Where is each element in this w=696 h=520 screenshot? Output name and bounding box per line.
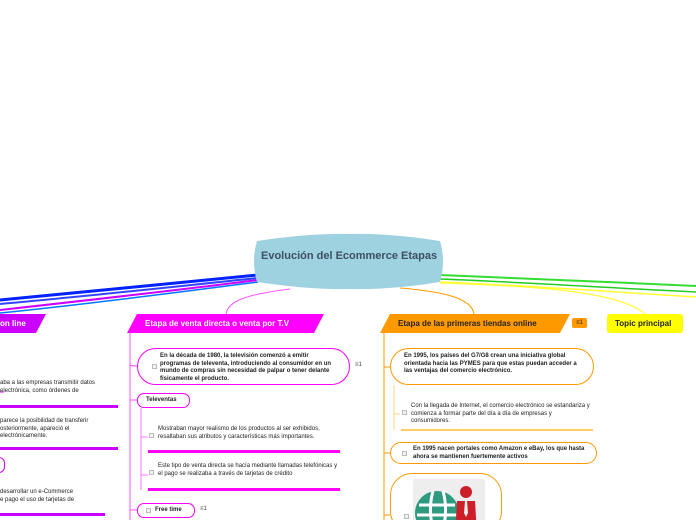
internet-underline (401, 429, 593, 431)
central-topic[interactable] (251, 233, 446, 290)
tv-detail-2-underline (148, 488, 340, 491)
note-icon (149, 433, 154, 438)
branch-first-stores-label: Etapa de las primeras tiendas online (398, 319, 537, 328)
tv-intro-text: En la década de 1980, la televisión comenzó a emitir programas de televenta, introduciendo al consumidor en un mundo de compras sin necesidad de palpar o tener delante fisicamente el producto. (160, 353, 332, 382)
first-stores-badge-count: 1 (579, 320, 583, 326)
tv-detail-1-text: Mostraban mayor realismo de los productos al ser exhibidos, resaltaban sus atributos y características más importantes. (158, 426, 320, 440)
left-node-2-line-2: osteriormente, apareció el (0, 425, 70, 432)
list-icon: ≡ (576, 320, 580, 326)
branch-topic-principal-label: Topic principal (615, 319, 672, 328)
televentas-label: Televentas (146, 397, 177, 403)
left-node-1-line-1: aba a las empresas transmitir datos (0, 380, 96, 386)
tv-intro-count: 1 (358, 362, 362, 368)
note-icon (402, 410, 407, 415)
left-node-3-line-2: e pago el uso de tarjetas de (0, 496, 75, 503)
left-node-1-underline (0, 405, 118, 408)
left-node-2-line-3: electrónicamente. (0, 433, 48, 439)
free-time-counter[interactable] (200, 506, 207, 512)
left-node-2-underline (0, 447, 118, 450)
branch-online[interactable] (0, 314, 46, 333)
note-icon (402, 451, 407, 456)
central-topic-title: Evolución del Ecommerce Etapas (261, 250, 438, 262)
left-node-3-underline (0, 513, 105, 516)
portals-node[interactable] (390, 442, 597, 464)
list-icon: ≡ (200, 506, 204, 512)
g7-node[interactable] (390, 348, 594, 385)
left-node-1[interactable] (0, 380, 115, 395)
globe-person-icon (413, 479, 485, 520)
image-node[interactable] (390, 473, 502, 520)
note-icon (149, 470, 154, 475)
ecommerce-illustration (413, 479, 485, 520)
tv-intro-node[interactable] (137, 348, 350, 385)
note-icon (152, 364, 157, 369)
free-time-label: Free time (155, 507, 182, 513)
list-icon: ≡ (355, 362, 359, 368)
free-time-node[interactable] (137, 503, 195, 518)
left-node-3[interactable] (0, 489, 115, 504)
free-time-count: 1 (203, 506, 207, 512)
branch-online-label: on line (0, 319, 26, 328)
note-icon (146, 508, 151, 513)
tv-intro-counter[interactable] (355, 362, 362, 368)
g7-text: En 1995, los países del G7/G8 crean una iniciativa global orientada hacia las PYMES para que estas puedan acceder a las ventajas del comercio electrónico. (404, 353, 577, 374)
portals-text: En 1995 nacen portales como Amazon e eBay, los que hasta ahora se mantienen fuertemente activos (413, 446, 585, 460)
first-stores-badge[interactable] (572, 318, 587, 328)
note-icon (404, 514, 409, 519)
branch-topic-principal[interactable] (607, 314, 683, 333)
left-node-1-line-2: electrónica, como órdenes de (0, 387, 79, 394)
branch-first-stores[interactable] (380, 314, 570, 333)
left-node-3-line-1: desarrollar un e-Commerce (0, 489, 74, 495)
left-node-2-line-1: parece la posibilidad de transferir (0, 418, 89, 424)
tv-detail-2-text: Este tipo de venta directa se hacía mediante llamadas telefónicas y el pago se realizaba a través de tarjetas de crédito (158, 463, 338, 477)
televentas-node[interactable] (137, 393, 190, 408)
left-node-2[interactable] (0, 418, 115, 441)
branch-tv-sales-label: Etapa de venta directa o venta por T.V (145, 319, 290, 328)
internet-text: Con la llegada de Internet, el comercio electrónico se estandariza y comienza a formar parte del día a día de empresas y consumidores. (411, 403, 590, 424)
tv-detail-1-underline (148, 450, 340, 453)
branch-tv-sales[interactable] (127, 314, 324, 333)
